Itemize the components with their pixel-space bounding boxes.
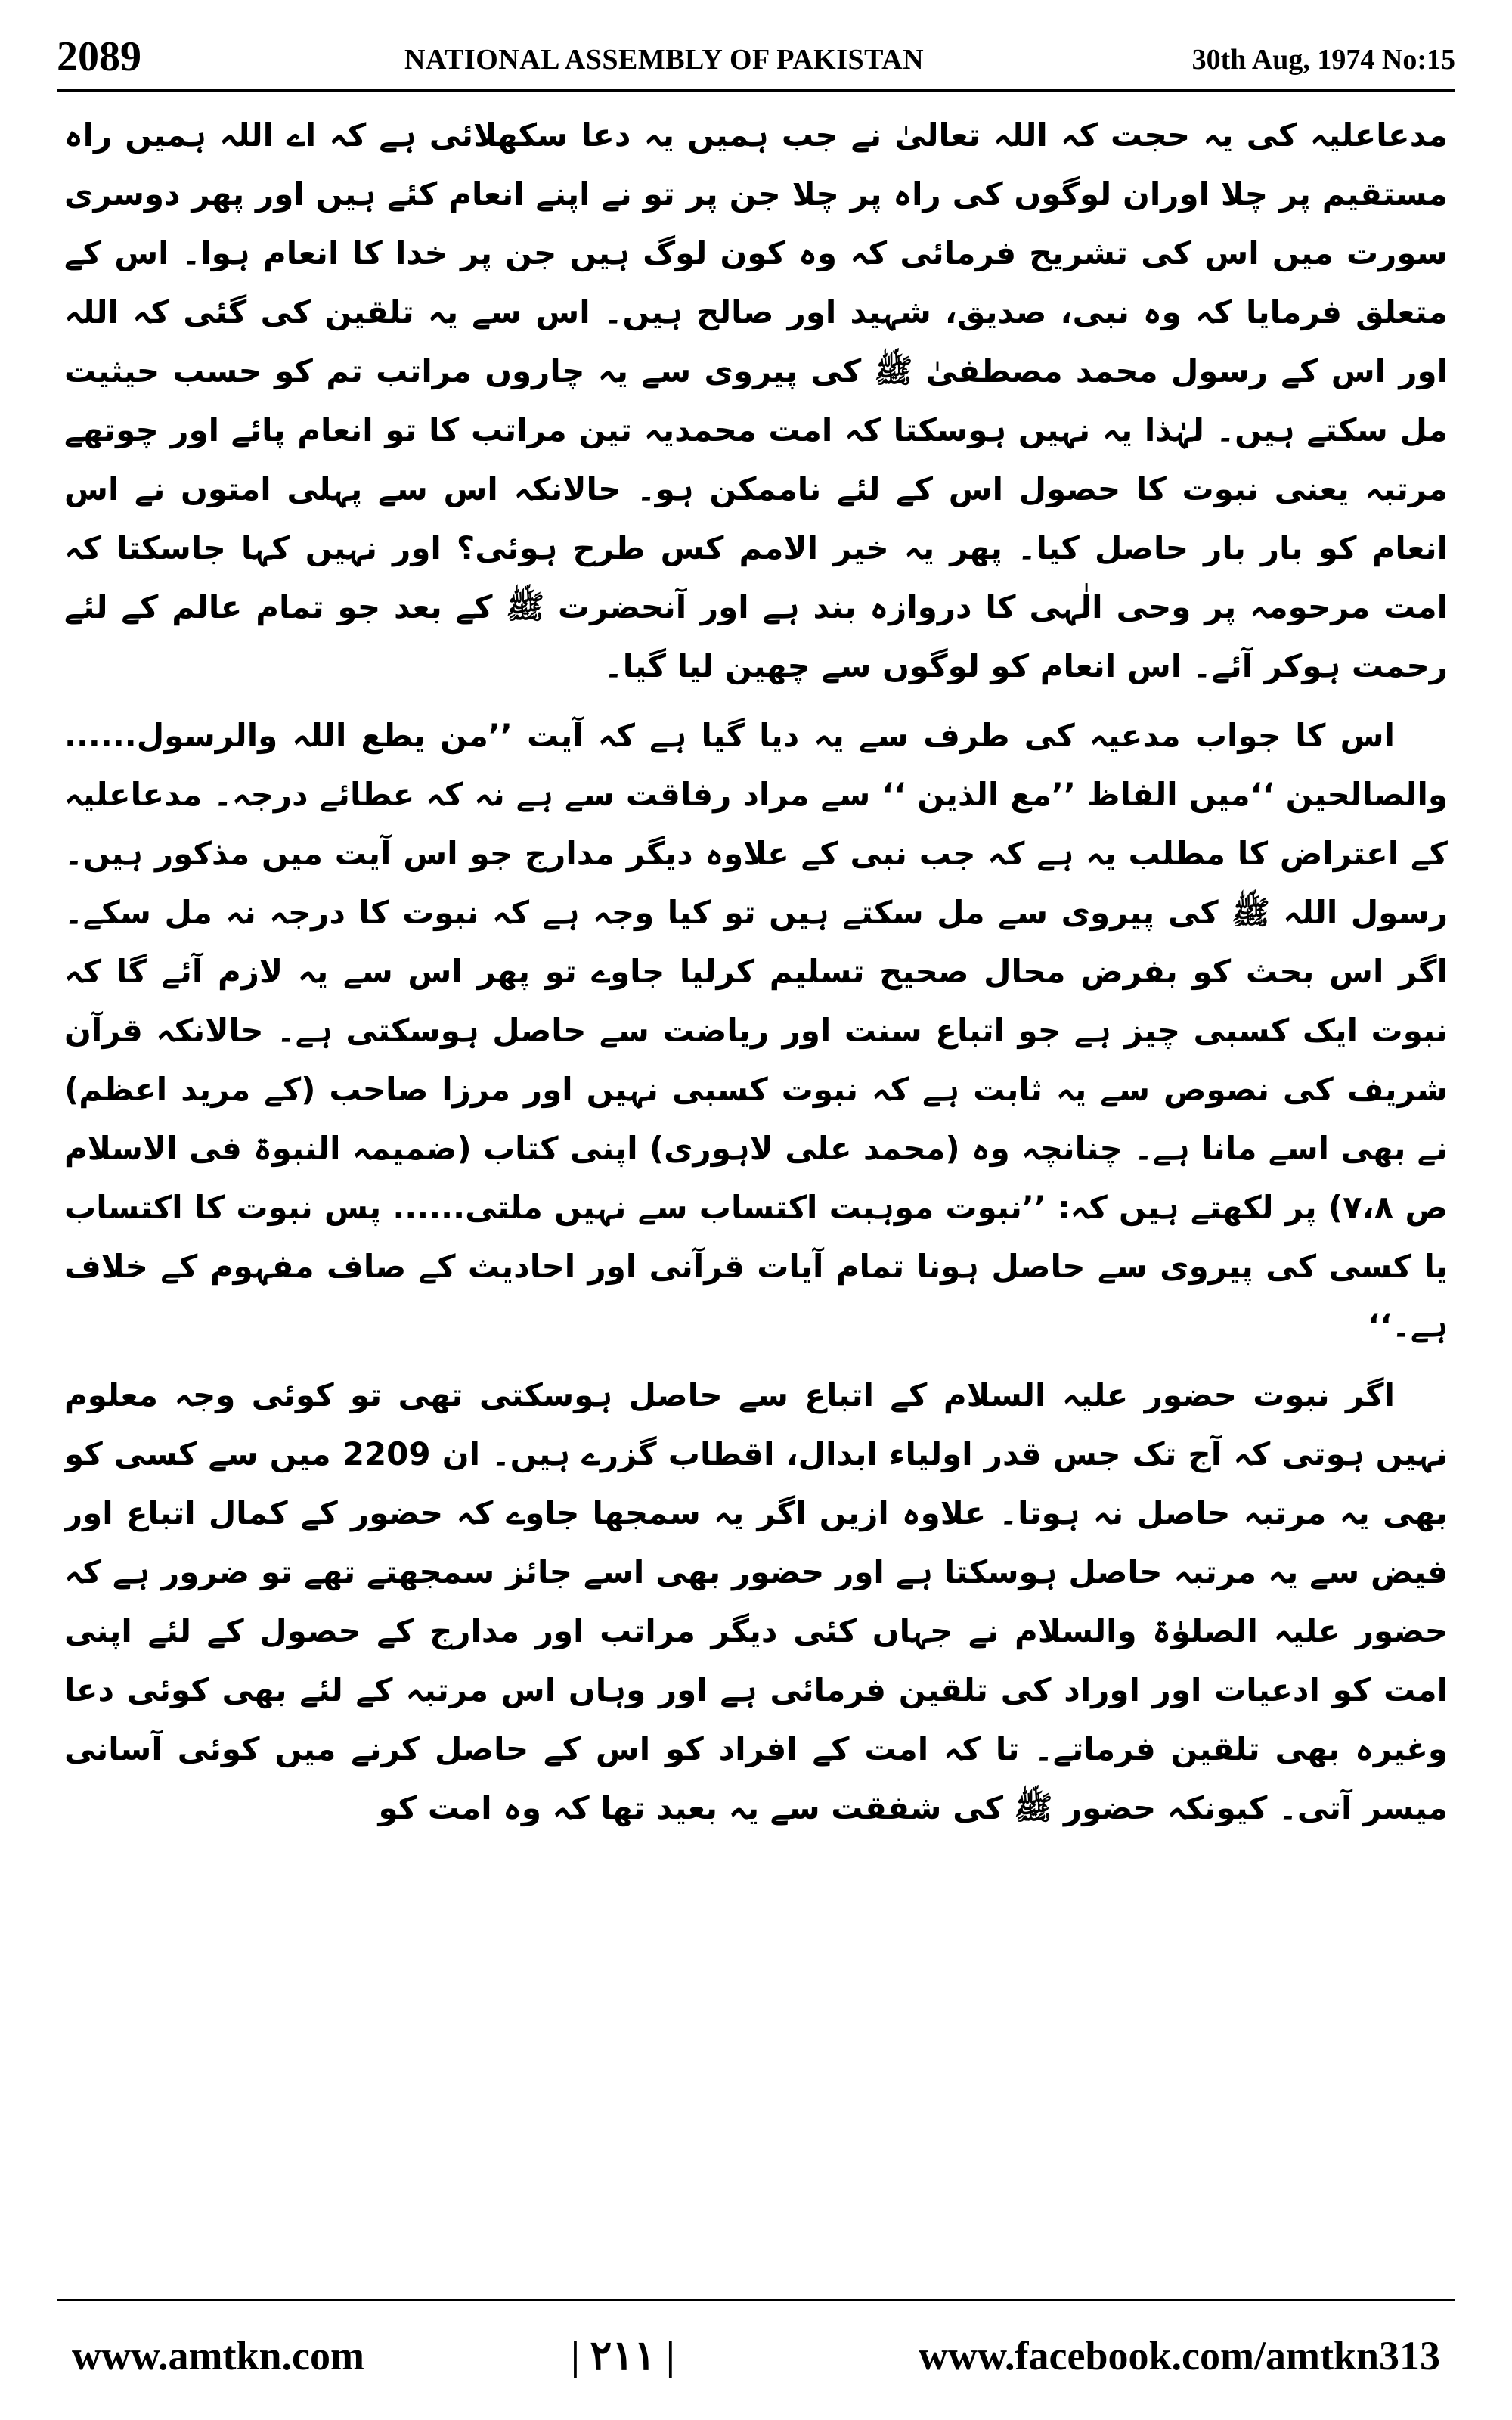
header-date-number: 30th Aug, 1974 No:15: [1191, 44, 1455, 76]
page-header: [57, 30, 1455, 83]
page-number: 2089: [57, 33, 141, 80]
page-footer: [57, 2325, 1455, 2386]
paragraph: اس کا جواب مدعیہ کی طرف سے یہ دیا گیا ہے کہ آیت ’’من یطع اللہ والرسول...... والصالحین ‘‘میں الفاظ ’’مع الذین ‘‘ سے مراد رفاقت سے ہے نہ کہ عطائے درجہ۔ مدعاعلیہ کے اعتراض کا مطلب یہ ہے کہ جب نبی کے علاوہ دیگر مدارج جو اس آیت میں مذکور ہیں۔ رسول اللہ ﷺ کی پیروی سے مل سکتے ہیں تو کیا وجہ ہے کہ نبوت کا درجہ نہ مل سکے۔ اگر اس بحث کو بفرض محال صحیح تسلیم کرلیا جاوے تو پھر اس سے یہ لازم آئے گا کہ نبوت ایک کسبی چیز ہے جو اتباع سنت اور ریاضت سے حاصل ہوسکتی ہے۔ حالانکہ قرآن شریف کی نصوص سے یہ ثابت ہے کہ نبوت کسبی نہیں اور مرزا صاحب (کے مرید اعظم) نے بھی اسے مانا ہے۔ چنانچہ وہ (محمد علی لاہوری) اپنی کتاب (ضمیمہ النبوۃ فی الاسلام ص ۷،۸) پر لکھتے ہیں کہ: ’’نبوت موہبت اکتساب سے نہیں ملتی...... پس نبوت کا اکتساب یا کسی کی پیروی سے حاصل ہونا تمام آیات قرآنی اور احادیث کے صاف مفہوم کے خلاف ہے۔‘‘: [64, 717, 1448, 1344]
paragraph: اگر نبوت حضور علیہ السلام کے اتباع سے حاصل ہوسکتی تھی تو کوئی وجہ معلوم نہیں ہوتی کہ آج تک جس قدر اولیاء ابدال، اقطاب گزرے ہیں۔ ان 2209 میں سے کسی کو بھی یہ مرتبہ حاصل نہ ہوتا۔ علاوہ ازیں اگر یہ سمجھا جاوے کہ حضور کے کمال اتباع اور فیض سے یہ مرتبہ حاصل ہوسکتا ہے اور حضور بھی اسے جائز سمجھتے تھے تو ضرور ہے کہ حضور علیہ الصلوٰۃ والسلام نے جہاں کئی دیگر مراتب اور مدارج کے حصول کے لئے اپنی امت کو ادعیات اور اوراد کی تلقین فرمائی ہے اور وہاں اس مرتبہ کے لئے بھی کوئی دعا وغیرہ بھی تلقین فرماتے۔ تا کہ امت کے افراد کو اس کے حاصل کرنے میں کوئی آسانی میسر آتی۔ کیونکہ حضور ﷺ کی شفقت سے یہ بعید تھا کہ وہ امت کو: [64, 1376, 1448, 1826]
paragraph: مدعاعلیہ کی یہ حجت کہ اللہ تعالیٰ نے جب ہمیں یہ دعا سکھلائی ہے کہ اے اللہ ہمیں راہ مستقیم پر چلا اوران لوگوں کی راہ پر چلا جن پر تو نے اپنے انعام کئے ہیں اور پھر دوسری سورت میں اس کی تشریح فرمائی کہ وہ کون لوگ ہیں جن پر خدا کا انعام ہوا۔ اس کے متعلق فرمایا کہ وہ نبی، صدیق، شہید اور صالح ہیں۔ اس سے یہ تلقین کی گئی کہ اللہ اور اس کے رسول محمد مصطفیٰ ﷺ کی پیروی سے یہ چاروں مراتب تم کو حسب حیثیت مل سکتے ہیں۔ لہٰذا یہ نہیں ہوسکتا کہ امت محمدیہ تین مراتب کا تو انعام پائے اور چوتھے مرتبہ یعنی نبوت کا حصول اس کے لئے ناممکن ہو۔ حالانکہ اس سے پہلی امتوں نے اس انعام کو بار بار حاصل کیا۔ پھر یہ خیر الامم کس طرح ہوئی؟ اور نہیں کہا جاسکتا کہ امت مرحومہ پر وحی الٰہی کا دروازہ بند ہے اور آنحضرت ﷺ کے بعد جو تمام عالم کے لئے رحمت ہوکر آئے۔ اس انعام کو لوگوں سے چھین لیا گیا۔: [64, 116, 1448, 684]
website-link[interactable]: www.amtkn.com: [72, 2333, 364, 2378]
header-divider: [57, 89, 1455, 92]
header-title: NATIONAL ASSEMBLY OF PAKISTAN: [404, 44, 925, 76]
facebook-link[interactable]: www.facebook.com/amtkn313: [919, 2333, 1440, 2378]
footer-page-number: | ۲۱۱ |: [571, 2333, 675, 2378]
footer-divider: [57, 2299, 1455, 2301]
document-body: [64, 106, 1448, 2276]
